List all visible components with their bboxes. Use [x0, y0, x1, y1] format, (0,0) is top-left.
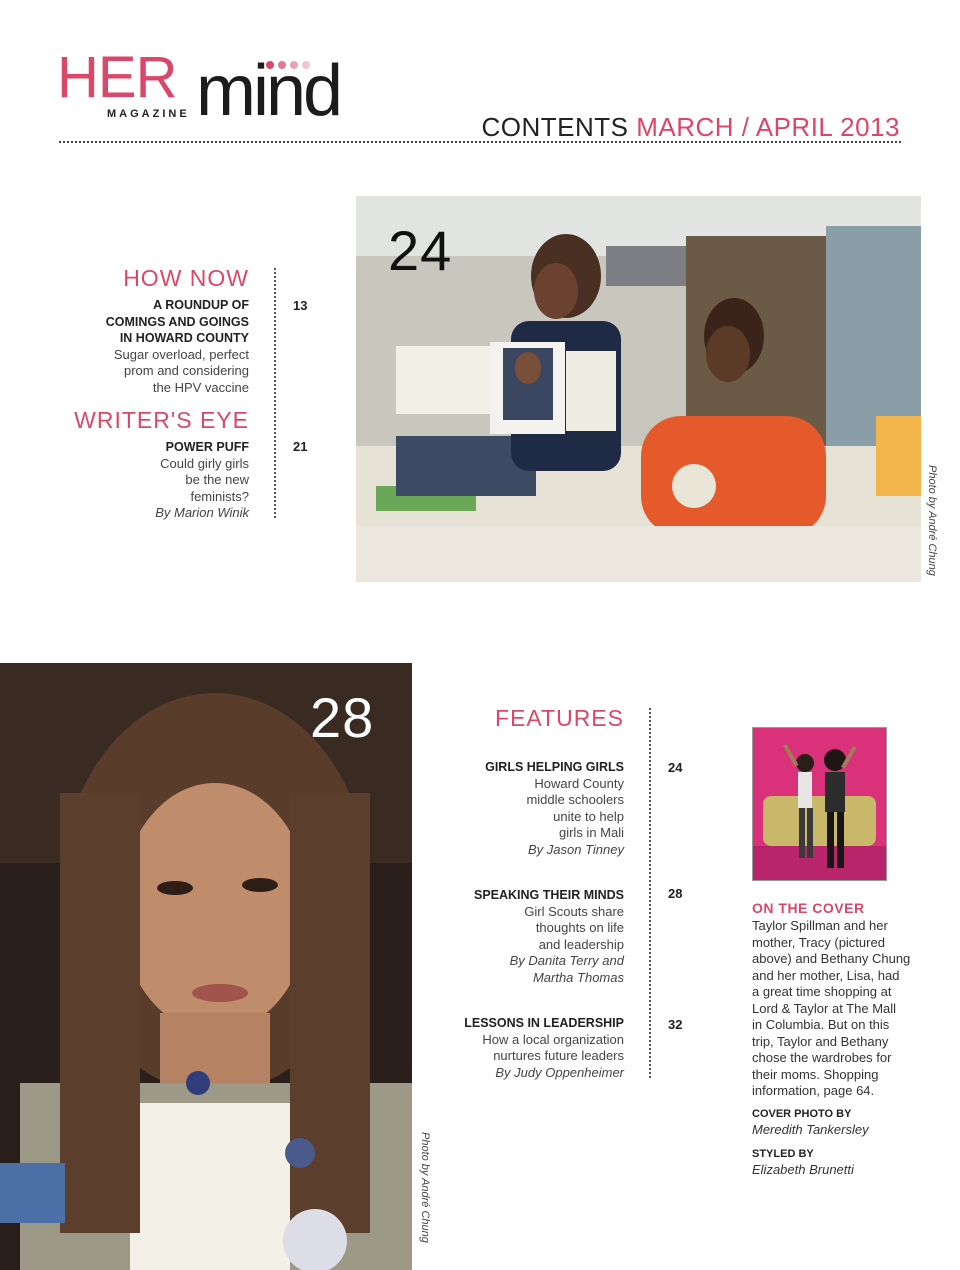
entry-desc-line: Sugar overload, perfect [113, 346, 249, 362]
page-number[interactable]: 28 [668, 886, 683, 901]
cover-thumbnail [753, 728, 886, 880]
vertical-dotted-divider [649, 708, 651, 1078]
cover-photo [752, 727, 887, 881]
cover-heading: ON THE COVER [752, 900, 865, 916]
stylist-name: Elizabeth Brunetti [752, 1162, 854, 1177]
cover-text-line: and her mother, Lisa, had [752, 967, 900, 983]
cover-text-line: chose the wardrobes for [752, 1050, 892, 1065]
entry-desc-line: Girl Scouts share [524, 903, 624, 919]
entry-desc-line: girls in Mali [558, 825, 624, 840]
entry-title-line: IN HOWARD COUNTY [119, 331, 249, 345]
cover-text-line: a great time shopping at [752, 984, 892, 999]
entry-desc-line: and leadership [538, 936, 624, 952]
cover-description [752, 918, 912, 1100]
page-number[interactable]: 21 [293, 439, 308, 454]
feature-entry[interactable] [464, 1015, 624, 1081]
logo-magazine: MAGAZINE [107, 108, 190, 120]
entry-title-line: GIRLS HELPING GIRLS [485, 760, 624, 774]
entry-desc-line: nurtures future leaders [493, 1048, 624, 1063]
contents-label: CONTENTS [481, 112, 629, 142]
entry-byline: Martha Thomas [532, 969, 624, 985]
entry-desc-line: prom and considering [123, 363, 249, 378]
entry-desc-line: middle schoolers [526, 792, 624, 807]
contents-heading [481, 112, 900, 143]
entry-desc-line: unite to help [553, 808, 624, 824]
entry-byline: By Judy Oppenheimer [495, 1064, 624, 1080]
cover-text-line: Lord & Taylor at The Mall [752, 1000, 897, 1016]
photo-credit: Photo by André Chung [926, 465, 938, 576]
page-number[interactable]: 32 [668, 1017, 683, 1032]
cover-text-line: mother, Tracy (pictured [752, 934, 885, 950]
cover-text-line: their moms. Shopping [752, 1066, 879, 1082]
stylist-label: STYLED BY [752, 1148, 814, 1160]
entry-desc-line: Howard County [534, 775, 624, 791]
entry-title-line: LESSONS IN LEADERSHIP [464, 1016, 624, 1030]
feature-photo-girls-helping-girls [356, 196, 921, 582]
vertical-dotted-divider [274, 268, 276, 518]
portrait-photo [0, 663, 412, 1270]
entry-byline: By Jason Tinney [528, 841, 624, 857]
entry-desc-line: thoughts on life [535, 920, 624, 935]
cover-photo-credit-label: COVER PHOTO BY [752, 1108, 852, 1120]
entry-desc-line: be the new [185, 472, 249, 487]
entry-desc-line: Could girly girls [160, 455, 249, 471]
feature-page-number: 28 [310, 686, 375, 749]
feature-photo-speaking-their-minds [0, 663, 412, 1270]
section-heading-writers-eye: WRITER'S EYE [74, 407, 249, 433]
feature-entry[interactable] [485, 759, 624, 858]
cover-text-line: Taylor Spillman and her [752, 918, 888, 933]
photo-credit: Photo by André Chung [419, 1132, 431, 1243]
header-divider [59, 141, 901, 143]
writers-eye-entry[interactable] [155, 439, 249, 522]
entry-title-line: COMINGS AND GOINGS [105, 314, 249, 329]
entry-title-line: SPEAKING THEIR MINDS [473, 888, 624, 902]
logo-her: HER [57, 45, 177, 110]
entry-title-line: A ROUNDUP OF [153, 298, 249, 312]
page-number[interactable]: 13 [293, 298, 308, 313]
entry-title-line: POWER PUFF [165, 440, 249, 454]
issue-date: MARCH / APRIL 2013 [636, 112, 900, 142]
entry-desc-line: feminists? [190, 488, 249, 504]
entry-byline: By Marion Winik [155, 505, 249, 520]
feature-page-number: 24 [388, 219, 453, 282]
how-now-entry[interactable] [106, 297, 249, 396]
cover-photographer: Meredith Tankersley [752, 1122, 869, 1137]
page-number[interactable]: 24 [668, 760, 683, 775]
cover-text-line: information, page 64. [752, 1083, 875, 1098]
section-heading-how-now: HOW NOW [123, 265, 249, 291]
logo-mind: mind [196, 51, 341, 131]
entry-desc-line: the HPV vaccine [152, 379, 249, 395]
entry-byline: By Danita Terry and [509, 953, 624, 968]
cover-text-line: trip, Taylor and Bethany [752, 1033, 889, 1049]
feature-entry[interactable] [474, 887, 624, 986]
cover-text-line: in Columbia. But on this [752, 1017, 890, 1032]
section-heading-features: FEATURES [495, 705, 624, 731]
entry-desc-line: How a local organization [482, 1031, 624, 1047]
cover-text-line: above) and Bethany Chung [752, 951, 911, 966]
